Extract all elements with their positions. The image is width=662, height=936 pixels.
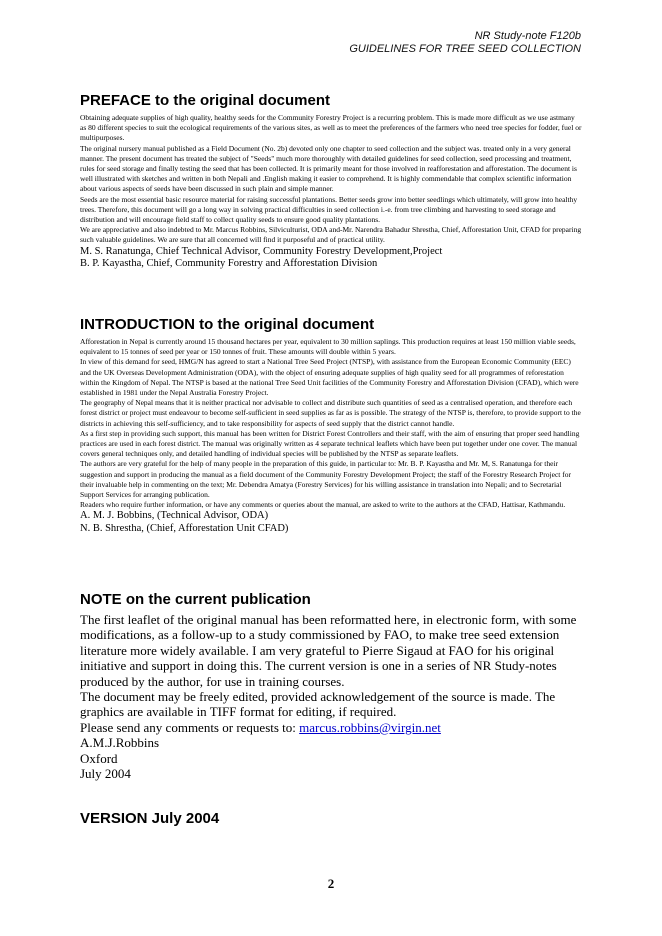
preface-section bbox=[80, 92, 582, 271]
introduction-heading: INTRODUCTION to the original document bbox=[80, 316, 375, 333]
preface-paragraph: Obtaining adequate supplies of high quality, healthy seeds for the Community Forestry Project is a recurring problem. This is made more difficult as we use astmany as 80 different species to suit the ecological requirements of the various sites, as well as to meet the preferences of the farmers who need tree species for fodder, fuel or multipurposes. bbox=[80, 113, 582, 143]
introduction-paragraph: The authors are very grateful for the help of many people in the preparation of this guide, in particular to: Mr. B. P. Kayastha and Mr. M, S. Ranatunga for their suggestion and support in producing the manual as a field document of the Community Forestry Development Project; the staff of the Forestry Research Project for their invaluable help in commenting on the text; Mr. Debendra Amatya (Forestry Services) for his willing assistance in translation into Nepali; and to Secretarial Support Services for arranging publication. bbox=[80, 459, 572, 500]
note-author-date: July 2004 bbox=[80, 766, 131, 782]
page-number: 2 bbox=[327, 876, 335, 891]
preface-paragraph: We are appreciative and also indebted to Mr. Marcus Robbins, Silviculturist, ODA and-Mr. Narendra Bahadur Shrestha, Chief, Afforestation Unit, CFAD for preparing such valuable guidelines. We are sure that all concerned will find it purposeful and of practical utility. bbox=[80, 225, 582, 245]
preface-paragraph: The original nursery manual published as a Field Document (No. 2b) devoted only one chapter to seed collection and the subject was. treated only in a very general manner. The present document has treated the subject of "Seeds" much more thoroughly with detailed guidelines for seed collection, seed processing and treatment, rules for seed storage and finally testing the seed that has been collected. It is primarily meant for those involved in reafforestation and afforestation. The document is well illustrated with sketches and written in both Nepali and .English making it easier to comprehend. It is highly commendable that complex scientific information about various aspects of seeds have been discussed in such plain and simple manner. bbox=[80, 143, 577, 194]
header-study-note: NR Study-note F120b bbox=[474, 30, 581, 42]
note-contact-prefix: Please send any comments or requests to: bbox=[80, 719, 300, 735]
version-heading: VERSION July 2004 bbox=[80, 810, 220, 827]
note-section bbox=[80, 591, 582, 781]
introduction-paragraph: As a first step in providing such support, this manual has been written for District Forest Controllers and their staff, with the aim of ensuring that proper seed handling practices are used in each forest district. The manual was originally written as 4 separate technical leaflets which have been put together under one cover. The manual covers general techniques only, and detailed handling of individual species will be published by the NTSP as separate leaflets. bbox=[80, 428, 580, 459]
introduction-signature: A. M. J. Bobbins, (Technical Advisor, ODA) bbox=[80, 510, 269, 522]
preface-signature: B. P. Kayastha, Chief, Community Forestry and Afforestation Division bbox=[80, 258, 378, 270]
header-title: GUIDELINES FOR TREE SEED COLLECTION bbox=[349, 43, 581, 55]
introduction-paragraph: Readers who require further information, or have any comments or queries about the manual, are asked to write to the authors at the CFAD, Hattisar, Kathmandu. bbox=[80, 500, 566, 510]
note-paragraph: The document may be freely edited, provided acknowledgement of the source is made. The graphics are available in TIFF format for editing, if required. bbox=[80, 689, 556, 720]
email-link[interactable]: marcus.robbins@virgin.net bbox=[299, 719, 441, 735]
introduction-paragraph: Afforestation in Nepal is currently around 15 thousand hectares per year, equivalent to 30 million saplings. This production requires at least 150 million viable seeds, equivalent to 15 tonnes of seed per year or 150 tonnes of fruit. These amounts will double within 5 years. bbox=[80, 337, 576, 357]
note-paragraph: The first leaflet of the original manual has been reformatted here, in electronic form, with some modifications, as a follow-up to a study commissioned by FAO, to make tree seed extension literature more widely available. I am very grateful to Pierre Sigaud at FAO for his original initiative and support in doing this. The current version is one in a series of NR Study-notes produced by the author, for use in training courses. bbox=[80, 612, 577, 689]
note-heading: NOTE on the current publication bbox=[80, 591, 311, 608]
version-section bbox=[80, 810, 582, 828]
note-author-place: Oxford bbox=[80, 750, 118, 766]
introduction-paragraph: The geography of Nepal means that it is neither practical nor advisable to collect and distribute such quantities of seed as a centralised operation, and therefore each forest district or project must endeavour to become self-sufficient in seed supplies as far as is possible. The strategy of the NTSP is, therefore, to provide support to the districts in achieving this self-sufficiency, and to take responsibility for aspects of seed supply that the district cannot handle. bbox=[80, 398, 581, 428]
preface-paragraph: Seeds are the most essential basic resource material for raising successful plantations. Better seeds grow into better seedlings which ultimately, will grow into healthy trees. Therefore, this document will go a long way in solving practical difficulties in seed collection i.-e. from tree climbing and harvesting to seed storage and distribution and will encourage field staff to collect quality seeds to ensure good quality plantations. bbox=[80, 194, 578, 225]
introduction-section bbox=[80, 316, 582, 536]
note-contact-line bbox=[80, 720, 582, 735]
preface-heading: PREFACE to the original document bbox=[80, 92, 331, 109]
preface-signature: M. S. Ranatunga, Chief Technical Advisor, Community Forestry Development,Project bbox=[80, 245, 443, 257]
note-author-name: A.M.J.Robbins bbox=[80, 735, 160, 751]
introduction-paragraph: In view of this demand for seed, HMG/N has agreed to start a National Tree Seed Project (NTSP), with assistance from the European Economic Community (EEC) and the UK Overseas Development Administration (ODA), with the object of ensuring adequate supplies of high quality seed for all programmes of reforestation within the Kingdom of Nepal. The NTSP is based at the national Tree Seed Unit facilities of the Community Forestry and Afforestation Division (CFAD), which were established in 1981 under the Nepal Australia Forestry Project. bbox=[80, 357, 579, 398]
introduction-signature: N. B. Shrestha, (Chief, Afforestation Unit CFAD) bbox=[80, 523, 289, 535]
